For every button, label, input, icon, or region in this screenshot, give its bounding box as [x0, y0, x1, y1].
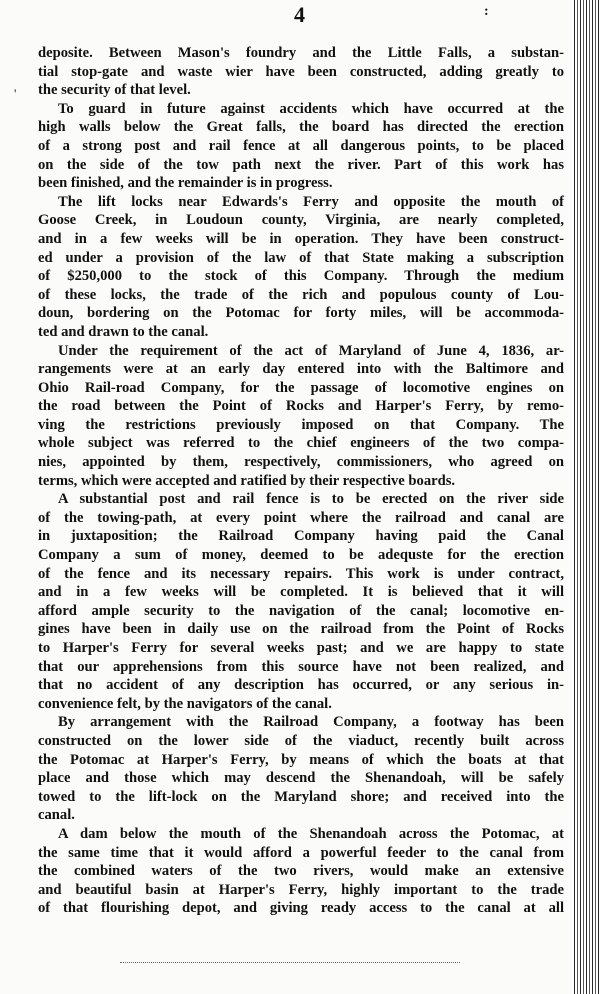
text-line: to Harper's Ferry for several weeks past; and we are happy to state: [38, 640, 564, 656]
text-line: Company a sum of money, deemed to be adequste for the erection: [38, 547, 564, 564]
text-line: Under the requirement of the act of Maryland of June 4, 1836, ar-: [58, 342, 564, 359]
text-line: To guard in future against accidents which have occurred at the: [58, 100, 564, 117]
text-line: gines have been in daily use on the railroad from the Point of Rocks: [38, 621, 564, 638]
text-line: The lift locks near Edwards's Ferry and opposite the mouth of: [58, 193, 564, 210]
text-line: that no accident of any description has occurred, or any serious in-: [38, 677, 564, 694]
text-line: the security of that level.: [38, 82, 191, 99]
text-line: of these locks, the trade of the rich and populous county of Lou-: [38, 286, 564, 303]
text-line: high walls below the Great falls, the board has directed the erection: [38, 119, 564, 136]
text-line: the road between the Point of Rocks and Harper's Ferry, by remo-: [38, 398, 564, 415]
text-line: the combined waters of the two rivers, would make an extensive: [38, 863, 564, 880]
page-number: 4: [294, 2, 306, 27]
text-line: A dam below the mouth of the Shenandoah across the Potomac, at: [58, 825, 564, 842]
text-line: been finished, and the remainder is in progress.: [38, 175, 333, 192]
text-line: the same time that it would afford a powerful feeder to the canal from: [38, 844, 564, 861]
text-line: place and those which may descend the Shenandoah, will be safely: [38, 770, 564, 787]
text-line: afford ample security to the navigation of the canal; locomotive en-: [38, 602, 564, 619]
text-line: nies, appointed by them, respectively, commissioners, who agreed on: [38, 454, 564, 471]
text-line: on the side of the tow path next the river. Part of this work has: [38, 156, 564, 173]
text-line: ving the restrictions previously imposed on that Company. The: [38, 416, 564, 433]
text-line: convenience felt, by the navigators of the canal.: [38, 695, 332, 712]
text-line: the Potomac at Harper's Ferry, by means of which the boats at that: [38, 751, 564, 768]
text-line: and in a few weeks will be in operation. They have been construct-: [38, 230, 564, 247]
text-line: towed to the lift-lock on the Maryland shore; and received into the: [38, 788, 564, 805]
corner-mark: :: [484, 4, 489, 19]
text-line: tial stop-gate and waste wier have been constructed, adding greatly to: [38, 63, 564, 80]
margin-mark: ': [14, 86, 17, 101]
text-line: and in a few weeks will be completed. It is believed that it will: [38, 584, 564, 601]
text-line: of the towing-path, at every point where the railroad and canal are: [38, 509, 564, 526]
text-line: ed under a provision of the law of that State making a subscription: [38, 249, 564, 266]
bottom-scan-artifact: [120, 962, 460, 967]
text-line: whole subject was referred to the chief engineers of the two compa-: [38, 435, 564, 452]
text-line: doun, bordering on the Potomac for forty miles, will be accommoda-: [38, 305, 564, 322]
text-line: of $250,000 to the stock of this Company. Through the medium: [38, 268, 564, 285]
text-line: constructed on the lower side of the viaduct, recently built across: [38, 732, 564, 749]
text-line: in juxtaposition; the Railroad Company having paid the Canal: [38, 528, 564, 545]
text-line: A substantial post and rail fence is to be erected on the river side: [58, 491, 564, 508]
text-line: of a strong post and rail fence at all dangerous points, to be placed: [38, 137, 564, 154]
text-line: and beautiful basin at Harper's Ferry, highly important to the trade: [38, 881, 564, 898]
text-line: of that flourishing depot, and giving ready access to the canal at all: [38, 900, 564, 917]
text-line: that our apprehensions from this source have not been realized, and: [38, 658, 564, 675]
text-line: By arrangement with the Railroad Company, a footway has been: [58, 714, 564, 731]
scan-edge-artifact: [572, 0, 600, 994]
text-line: Ohio Rail-road Company, for the passage of locomotive engines on: [38, 379, 564, 396]
text-line: Goose Creek, in Loudoun county, Virginia, are nearly completed,: [38, 212, 564, 229]
text-line: canal.: [38, 807, 75, 824]
text-line: rangements were at an early day entered into with the Baltimore and: [38, 361, 564, 378]
body-text: [38, 44, 564, 918]
text-line: terms, which were accepted and ratified by their respective boards.: [38, 472, 456, 489]
text-line: ted and drawn to the canal.: [38, 323, 209, 340]
text-line: of the fence and its necessary repairs. This work is under contract,: [38, 565, 564, 582]
text-line: deposite. Between Mason's foundry and the Little Falls, a substan-: [38, 45, 564, 61]
